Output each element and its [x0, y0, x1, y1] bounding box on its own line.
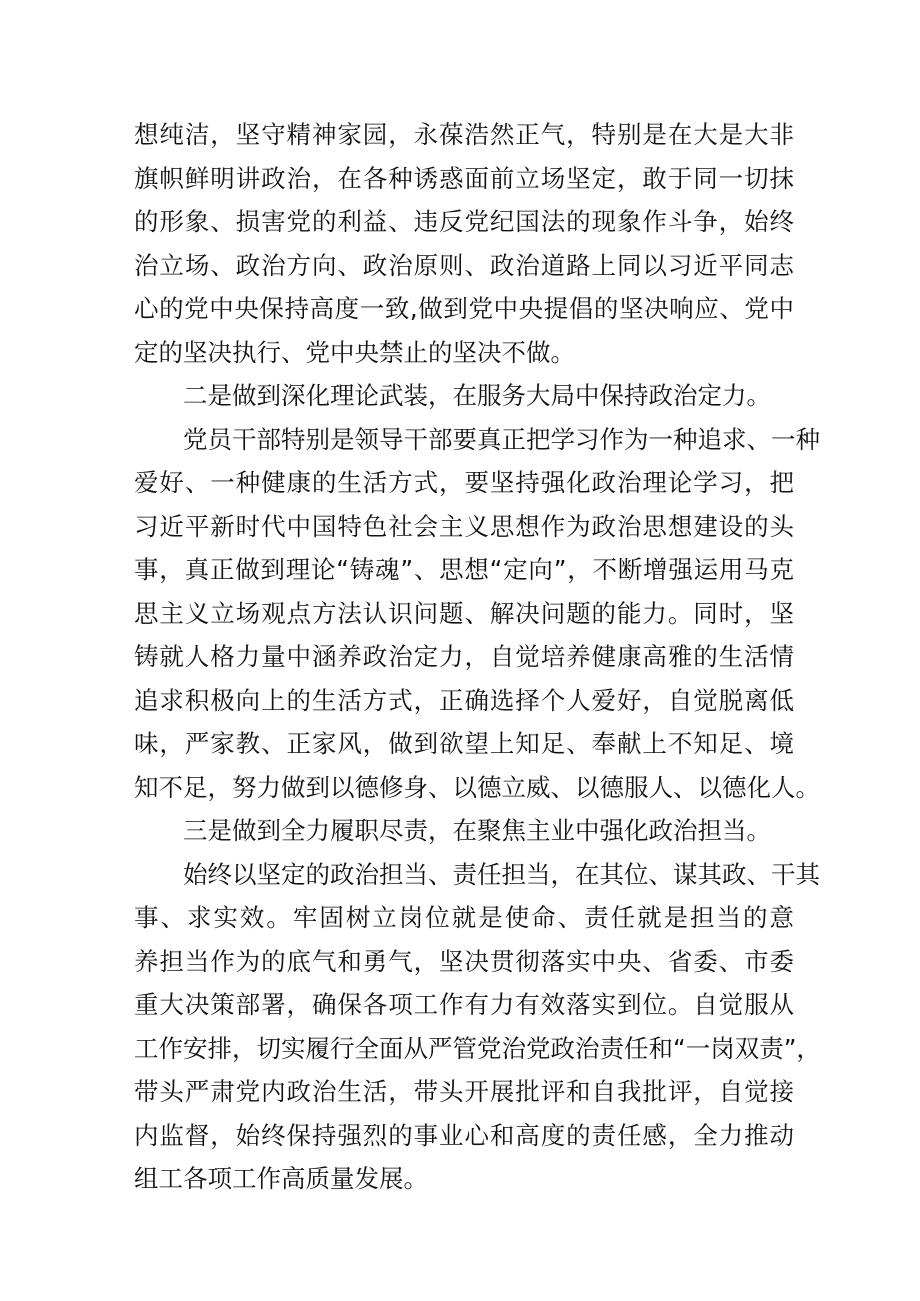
- text-line: 带头严肃党内政治生活，带头开展批评和自我批评，自觉接: [134, 1077, 794, 1106]
- text-line: 爱好、一种健康的生活方式，要坚持强化政治理论学习，把: [134, 468, 794, 497]
- section-heading-3: [134, 809, 794, 853]
- paragraph-2: [134, 418, 820, 810]
- text-line: 治立场、政治方向、政治原则、政治道路上同以习近平同志: [134, 250, 794, 280]
- text-line: 工作安排，切实履行全面从严管党治党政治责任和“一岗双责”，: [134, 1033, 821, 1063]
- heading-text: 二是做到深化理论武装，在服务大局中保持政治定力。: [183, 381, 771, 410]
- text-line: 养担当作为的底气和勇气，坚决贯彻落实中央、省委、市委: [134, 946, 794, 976]
- text-line: 心的党中央保持高度一致,做到党中央提倡的坚决响应、党中: [134, 294, 794, 323]
- text-line: 的形象、损害党的利益、违反党纪国法的现象作斗争，始终: [134, 207, 794, 236]
- text-line: 想纯洁，坚守精神家园，永葆浩然正气，特别是在大是大非: [134, 120, 794, 149]
- heading-text: 三是做到全力履职尽责，在聚焦主业中强化政治担当。: [183, 816, 771, 845]
- text-line: 组工各项工作高质量发展。: [134, 1164, 428, 1193]
- text-line: 味，严家教、正家风，做到欲望上知足、奉献上不知足、境: [134, 729, 794, 758]
- text-line: 铸就人格力量中涵养政治定力，自觉培养健康高雅的生活情: [134, 642, 794, 671]
- text-line: 追求积极向上的生活方式，正确选择个人爱好，自觉脱离低: [134, 685, 794, 715]
- text-line: 始终以坚定的政治担当、责任担当，在其位、谋其政、干其: [183, 859, 820, 889]
- paragraph-1: [134, 113, 794, 374]
- text-line: 重大决策部署，确保各项工作有力有效落实到位。自觉服从: [134, 990, 794, 1019]
- text-line: 事、求实效。牢固树立岗位就是使命、责任就是担当的意: [134, 903, 794, 932]
- text-line: 事，真正做到理论“铸魂”、思想“定向”，不断增强运用马克: [134, 555, 794, 584]
- text-line: 定的坚决执行、党中央禁止的坚决不做。: [134, 337, 575, 367]
- text-line: 习近平新时代中国特色社会主义思想作为政治思想建设的头: [134, 511, 794, 541]
- text-line: 思主义立场观点方法认识问题、解决问题的能力。同时，坚: [134, 598, 794, 628]
- text-line: 知不足，努力做到以德修身、以德立威、以德服人、以德化人。: [134, 772, 820, 802]
- paragraph-3: [134, 853, 821, 1201]
- document-page: [134, 113, 821, 1201]
- section-heading-2: [134, 374, 794, 418]
- text-line: 内监督，始终保持强烈的事业心和高度的责任感，全力推动: [134, 1120, 794, 1150]
- text-line: 旗帜鲜明讲政治，在各种诱惑面前立场坚定，敢于同一切抹: [134, 163, 794, 193]
- text-line: 党员干部特别是领导干部要真正把学习作为一种追求、一种: [183, 424, 820, 454]
